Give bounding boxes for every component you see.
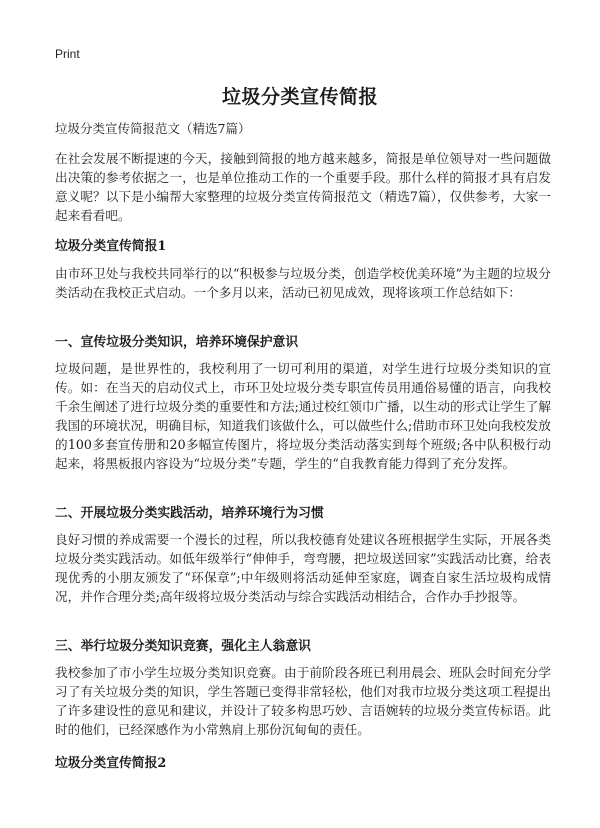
subheading-3: 三、举行垃圾分类知识竞赛，强化主人翁意识	[55, 639, 311, 654]
document-subtitle: 垃圾分类宣传简报范文（精选7篇）	[55, 121, 251, 136]
paragraph-3: 我校参加了市小学生垃圾分类知识竞赛。由于前阶段各班已利用晨会、班队会时间充分学习了有关垃圾分类的知识，学生答题已变得非常轻松，他们对我市垃圾分类这项工程提出了许多建设性的意见和建议，并设计了较多构思巧妙、言语婉转的垃圾分类宣传标语。此时的他们，已经深感作为小常熟肩上那份沉甸甸的责任。	[55, 665, 551, 737]
intro-paragraph: 在社会发展不断提速的今天，接触到简报的地方越来越多，简报是单位领导对一些问题做出决策的参考依据之一，也是单位推动工作的一个重要手段。那什么样的简报才具有启发意义呢？以下是小编帮大家整理的垃圾分类宣传简报范文（精选7篇），仅供参考，大家一起来看看吧。	[55, 151, 551, 223]
paragraph-2: 良好习惯的养成需要一个漫长的过程，所以我校德育处建议各班根据学生实际，开展各类垃圾分类实践活动。如低年级举行“伸伸手，弯弯腰，把垃圾送回家”实践活动比赛，给表现优秀的小朋友颁发了“环保章”;中年级则将活动延伸至家庭，调查自家生活垃圾构成情况，并作合理分类;高年级将垃圾分类活动与综合实践活动相结合，合作办手抄报等。	[55, 532, 551, 604]
page-title: 垃圾分类宣传简报	[221, 86, 378, 108]
section-title-2: 垃圾分类宣传简报2	[55, 756, 167, 771]
print-link[interactable]: Print	[55, 47, 80, 61]
subheading-1: 一、宣传垃圾分类知识，培养环境保护意识	[55, 335, 299, 350]
subheading-2: 二、开展垃圾分类实践活动，培养环境行为习惯	[55, 506, 324, 521]
section1-intro-paragraph: 由市环卫处与我校共同举行的以“积极参与垃圾分类，创造学校优美环境”为主题的垃圾分类活动在我校正式启动。一个多月以来，活动已初见成效，现将该项工作总结如下：	[55, 266, 551, 300]
section-title-1: 垃圾分类宣传简报1	[55, 239, 167, 254]
paragraph-1: 垃圾问题，是世界性的，我校利用了一切可利用的渠道，对学生进行垃圾分类知识的宣传。如：在当天的启动仪式上，市环卫处垃圾分类专职宣传员用通俗易懂的语言，向我校千余生阐述了进行垃圾分类的重要性和方法;通过校红领巾广播，以生动的形式让学生了解我国的环境状况，明确目标，知道我们该做什么，可以做些什么;借助市环卫处向我校发放的100多套宣传册和20多幅宣传图片，将垃圾分类活动落实到每个班级;各中队积极行动起来，将黑板报内容设为“垃圾分类”专题，学生的“自我教育能力得到了充分发挥。	[55, 361, 551, 471]
